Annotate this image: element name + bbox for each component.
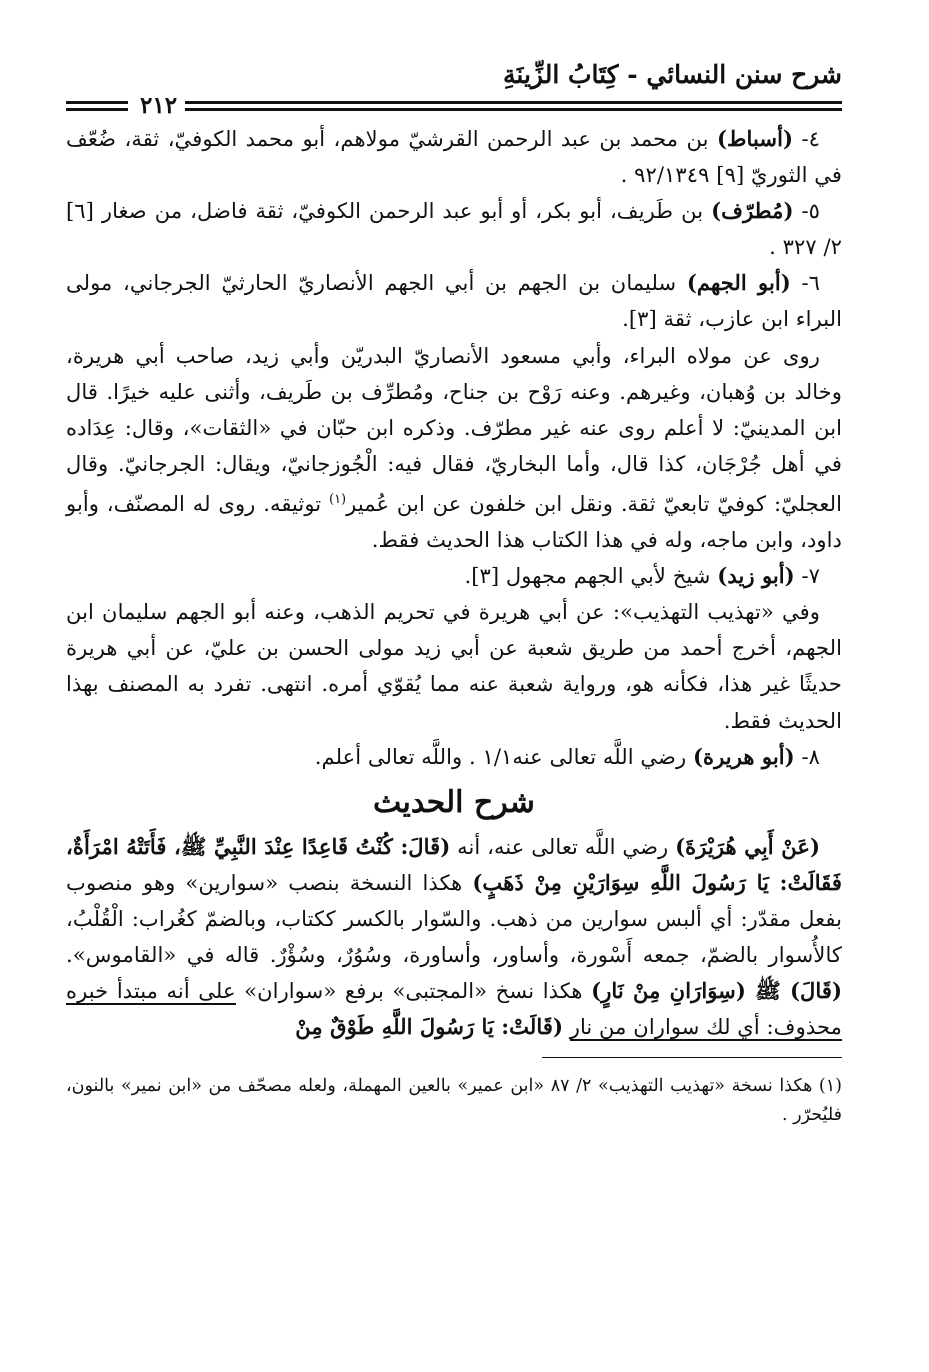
section-title: شرح الحديث xyxy=(373,784,535,820)
narrator-entry: ٨- (أبو هريرة) رضي اللَّه تعالى عنه١/١ . واللَّه تعالى أعلم. xyxy=(314,743,820,769)
narrator-entry: ٥- (مُطرّف) بن طَريف، أبو بكر، أو أبو عبد الرحمن الكوفيّ، ثقة فاضل، من صغار [٦] ٢/ ٣٢٧ . xyxy=(66,198,842,260)
footnote-separator xyxy=(542,1057,842,1058)
underlined-phrase: على أنه مبتدأ خبره محذوف: أي لك سواران من نار xyxy=(66,978,842,1040)
narrator-name: (أبو الجهم) xyxy=(686,270,791,296)
header-double-rule xyxy=(185,101,842,111)
bio-paragraph: روى عن مولاه البراء، وأبي مسعود الأنصاريّ البدريّن وأبي زيد، صاحب أبي هريرة، وخالد بن وُهبان، وغيرهم. وعنه رَوْح بن جناح، ومُطرِّف بن طَريف، وأثنى عليه خيرًا. قال ابن المدينيّ: لا أعلم روى عنه غير مطرّف. وذكره ابن حبّان في «الثقات»، وقال: عِدَاده في أهل جُرْجَان، كذا قال، وأما البخاريّ، فقال فيه: الْجُوزجانيّ، ويقال: الجرجانيّ. وقال العجليّ: كوفيّ تابعيّ ثقة. ونقل ابن خلفون عن ابن عُمير$^{(١)}$ توثيقه. روى له المصنّف، وأبو داود، وابن ماجه، وله في هذا الكتاب هذا الحديث فقط. xyxy=(66,342,842,553)
footnote: (١) هكذا نسخة «تهذيب التهذيب» ٢/ ٨٧ «ابن عمير» بالعين المهملة، ولعله مصحّف من «ابن نمير» بالنون، فليُحرّر . xyxy=(66,1076,842,1126)
footnote-marker: (١) xyxy=(328,491,347,507)
commentary-paragraph: (عَنْ أَبِي هُرَيْرَةَ) رضي اللَّه تعالى عنه، أنه (قَالَ: كُنْتُ قَاعِدًا عِنْدَ النَّبِيِّ ﷺ، فَأَتَتْهُ امْرَأَةٌ، فَقَالَتْ: يَا رَسُولَ اللَّهِ سِوَارَيْنِ مِنْ ذَهَبٍ) هكذا النسخة بنصب «سوارين» وهو منصوب بفعل مقدّر: أي ألبس سوارين من ذهب. والسّوار بالكسر ككتاب، وبالضمّ كغُراب: الْقُلْبُ، كالأُسوار بالضمّ، جمعه أَسْورة، وأساور، وأساورة، وسُوُرٌ، وسُؤْرٌ. قاله في «القاموس». (قَالَ) ﷺ (سِوَارَانِ مِنْ نَارٍ) هكذا نسخ «المجتبى» برفع «سواران» على أنه مبتدأ خبره محذوف: أي لك سواران من نار (قَالَتْ: يَا رَسُولَ اللَّهِ طَوْقٌ مِنْ xyxy=(66,833,843,1040)
narrator-name: (مُطرّف) xyxy=(711,198,794,224)
page-number: ٢١٢ xyxy=(140,92,178,119)
narrator-entry: ٧- (أبو زيد) شيخ لأبي الجهم مجهول [٣]. xyxy=(464,563,820,589)
narrator-entry: ٤- (أسباط) بن محمد بن عبد الرحمن القرشيّ مولاهم، أبو محمد الكوفيّ، ثقة، ضُعّف في الثوريّ [٩] ٩٢/١٣٤٩ . xyxy=(66,126,842,188)
narrator-name: (أبو هريرة) xyxy=(692,743,795,769)
page xyxy=(66,55,842,1130)
commentary xyxy=(66,829,842,1046)
running-title: شرح سنن النسائي - كِتَابُ الزِّينَةِ xyxy=(503,60,842,89)
tahdhib-paragraph: وفي «تهذيب التهذيب»: عن أبي هريرة في تحريم الذهب، وعنه أبو الجهم سليمان ابن الجهم، أخرج أحمد من طريق شعبة عن أبي زيد مولى الحسن بن عليّ، عن أبي هريرة حديثًا غير هذا، فكأنه هو، ورواية شعبة عنه مما يُقوّي أمره. انتهى. تفرد به المصنف بهذا الحديث فقط. xyxy=(66,599,842,733)
footnotes xyxy=(66,1072,842,1130)
running-head xyxy=(66,55,842,95)
narrator-name: (أسباط) xyxy=(716,126,794,151)
header-double-rule-short xyxy=(66,101,128,111)
narrator-entry: ٦- (أبو الجهم) سليمان بن الجهم بن أبي الجهم الأنصاريّ الحارثيّ الجرجاني، مولى البراء ابن عازب، ثقة [٣]. xyxy=(66,270,842,332)
narrator-name: (أبو زيد) xyxy=(717,563,795,589)
narrators-section xyxy=(66,121,842,775)
header-rule xyxy=(66,92,842,119)
